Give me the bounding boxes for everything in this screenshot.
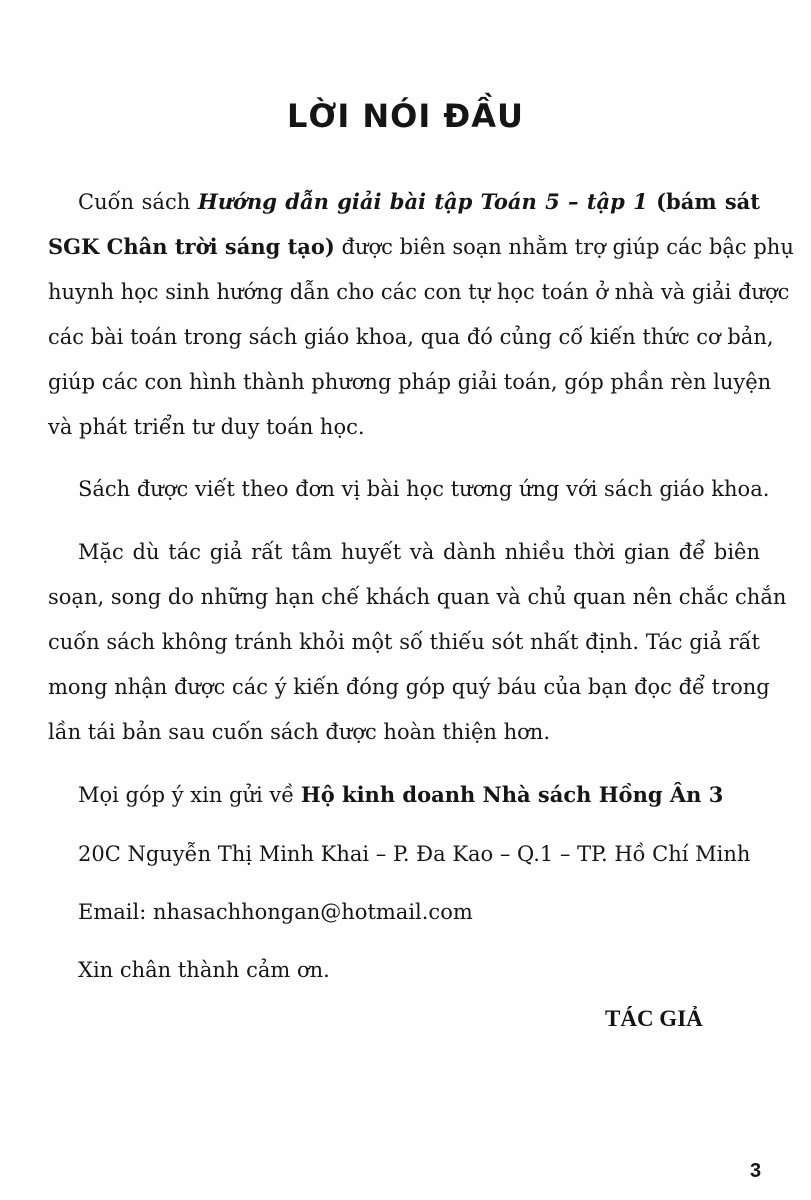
text-span: (bám sát: [647, 189, 760, 214]
text-span: được biên soạn nhằm trợ giúp các bậc phụ: [334, 235, 794, 259]
paragraph-2: Sách được viết theo đơn vị bài học tương ứng với sách giáo khoa.: [78, 477, 770, 501]
contact-intro-line: [78, 781, 723, 809]
contact-email-line: [78, 898, 473, 926]
contact-address: 20C Nguyễn Thị Minh Khai – P. Đa Kao – Q.1 – TP. Hồ Chí Minh: [78, 842, 751, 866]
paragraph-3-line-3: cuốn sách không tránh khỏi một số thiếu sót nhất định. Tác giả rất: [48, 630, 760, 654]
publisher-name: Hộ kinh doanh Nhà sách Hồng Ân 3: [300, 782, 724, 807]
paragraph-3-line-4: mong nhận được các ý kiến đóng góp quý báu của bạn đọc để trong: [48, 675, 770, 699]
book-title: Hướng dẫn giải bài tập Toán 5 – tập 1: [197, 189, 648, 214]
text-span: Cuốn sách: [78, 190, 198, 214]
paragraph-1-line-2: [48, 233, 794, 261]
paragraph-3-line-5: lần tái bản sau cuốn sách được hoàn thiện hơn.: [48, 720, 551, 744]
email-label: Email:: [78, 900, 153, 924]
page-number: 3: [750, 1160, 762, 1182]
author-signature: TÁC GIẢ: [605, 1006, 703, 1031]
page-title: LỜI NÓI ĐẦU: [287, 97, 524, 136]
paragraph-1-line-3: huynh học sinh hướng dẫn cho các con tự học toán ở nhà và giải được: [48, 280, 790, 304]
paragraph-3-line-1: Mặc dù tác giả rất tâm huyết và dành nhiều thời gian để biên: [78, 540, 760, 564]
email-address: nhasachhongan@hotmail.com: [152, 900, 473, 924]
paragraph-1-line-4: các bài toán trong sách giáo khoa, qua đó củng cố kiến thức cơ bản,: [48, 325, 774, 349]
curriculum-name: SGK Chân trời sáng tạo): [48, 234, 335, 259]
thanks-line: Xin chân thành cảm ơn.: [78, 958, 330, 982]
paragraph-1-line-1: [78, 188, 760, 216]
paragraph-1-line-5: giúp các con hình thành phương pháp giải toán, góp phần rèn luyện: [48, 370, 772, 394]
paragraph-1-line-6: và phát triển tư duy toán học.: [48, 415, 365, 439]
paragraph-3-line-2: soạn, song do những hạn chế khách quan và chủ quan nên chắc chắn: [48, 585, 787, 609]
text-span: Mọi góp ý xin gửi về: [78, 783, 301, 807]
